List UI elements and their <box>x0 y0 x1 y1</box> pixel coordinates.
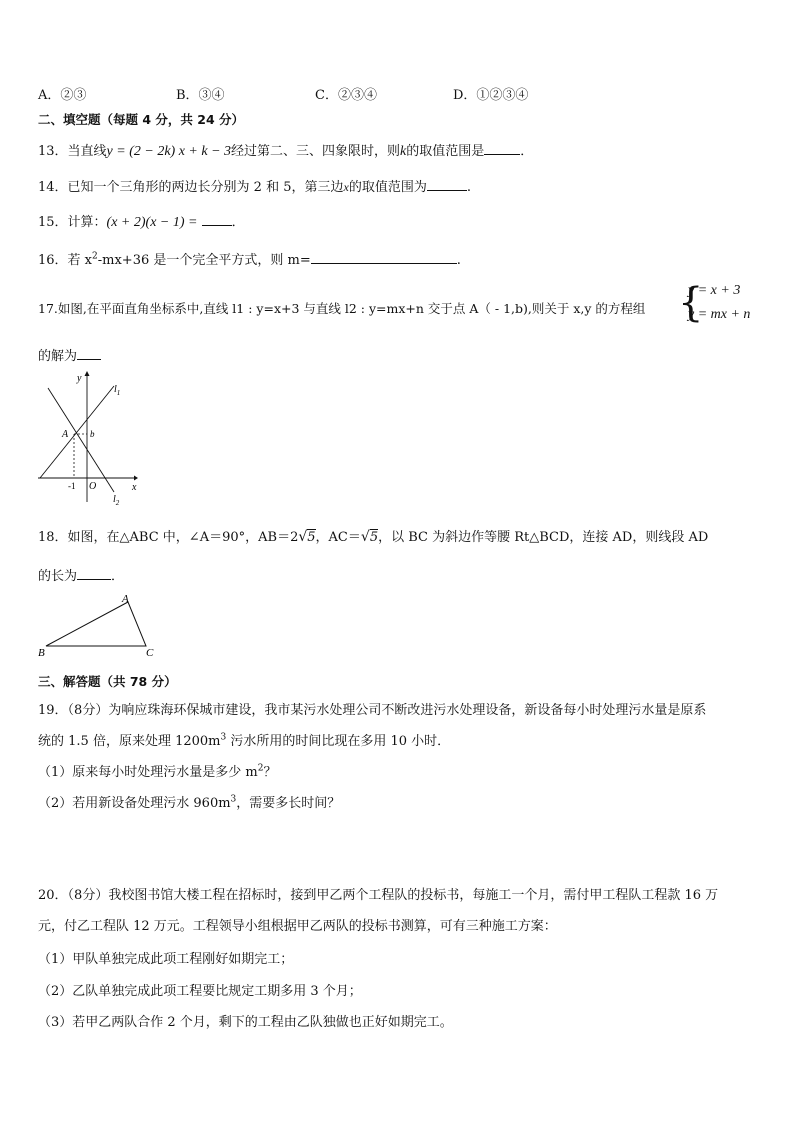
q13-equation: y = (2 − 2k) x + k − 3 <box>106 144 232 159</box>
q15-equation: (x + 2)(x − 1) = <box>106 215 198 230</box>
label-vertex-c: C <box>146 647 154 658</box>
label-l2: $l_2$ <box>113 494 120 507</box>
y-axis-arrow <box>85 371 90 376</box>
question-19-part2: （2）若用新设备处理污水 $960m^3$，需要多长时间？ <box>38 794 341 811</box>
label-neg1: -1 <box>68 481 76 491</box>
question-20-line2: 元，付乙工程队 12 万元。工程领导小组根据甲乙两队的投标书测算，可有三种施工方案： <box>38 919 557 934</box>
section-2-title: 二、填空题（每题 4 分，共 24 分） <box>38 112 245 127</box>
question-19-line2: 统的 1.5 倍，原来处理 $1200m^3$ 污水所用的时间比现在多用 10 小时． <box>38 732 451 749</box>
label-b: b <box>90 429 95 439</box>
triangle-abc <box>46 602 146 646</box>
option-c: C．②③④ <box>315 88 377 103</box>
line-l2 <box>48 388 114 492</box>
section-3-title: 三、解答题（共 78 分） <box>38 674 177 689</box>
q16-exponent: 2 <box>92 251 98 262</box>
question-18-line2: 的长为 ． <box>38 565 124 584</box>
q13-prefix: 13．当直线 <box>38 144 107 159</box>
label-vertex-b: B <box>38 647 45 658</box>
option-d: D．①②③④ <box>453 88 529 103</box>
label-vertex-a: A <box>122 593 129 605</box>
q16-suffix: -mx+36 是一个完全平方式，则 m= <box>97 253 311 268</box>
label-y: y <box>77 373 82 384</box>
question-16: 16．若 $x^2-mx+36$ 是一个完全平方式，则 m= . <box>38 249 461 268</box>
q18-suffix: ，以 BC 为斜边作等腰 Rt△BCD，连接 AD，则线段 AD <box>378 530 709 545</box>
q17-equation-system <box>678 280 778 327</box>
label-point-a: A <box>62 429 69 440</box>
q18-sqrt-2: √5 <box>360 529 379 545</box>
q17-line2-text: 的解为 <box>38 349 78 364</box>
question-15: 15．计算：(x + 2)(x − 1) = ． <box>38 211 245 231</box>
q18-line2-text: 的长为 <box>38 569 78 584</box>
question-14: 14．已知一个三角形的两边长分别为 2 和 5，第三边x的取值范围为 . <box>38 176 471 195</box>
question-20-part3: （3）若甲乙两队合作 2 个月，剩下的工程由乙队独做也正好如期完工。 <box>38 1015 453 1030</box>
q13-suffix: 的取值范围是 <box>406 144 485 159</box>
question-19-part1: （1）原来每小时处理污水量是多少 $m^2$？ <box>38 763 277 780</box>
q13-answer-blank[interactable] <box>484 140 520 155</box>
question-17-line2 <box>38 345 101 364</box>
question-17: 17.如图,在平面直角坐标系中,直线 l1 : y=x+3 与直线 l2 : y=mx+n 交于点 A（ - 1,b),则关于 x,y 的方程组 <box>38 301 646 316</box>
x-axis-arrow <box>134 476 138 481</box>
question-13: 13．当直线y = (2 − 2k) x + k − 3经过第二、三、四象限时，则k的取值范围是 ． <box>38 140 533 160</box>
q18-sqrt-1: √5 <box>298 529 316 545</box>
q15-prefix: 15．计算： <box>38 215 107 230</box>
q17-brace: { <box>678 280 704 326</box>
line-l1 <box>40 386 114 478</box>
q14-var: x <box>343 180 349 194</box>
question-19-line1: 19．（8分）为响应珠海环保城市建设，我市某污水处理公司不断改进污水处理设备，新设备每小时处理污水量是原系 <box>38 703 707 718</box>
option-a: A．②③ <box>38 88 87 103</box>
q16-prefix: 16．若 x <box>38 253 93 268</box>
label-origin: O <box>89 481 97 492</box>
label-x: x <box>132 482 137 493</box>
question-20-line1: 20．（8分）我校图书馆大楼工程在招标时，接到甲乙两个工程队的投标书，每施工一个月，需付甲工程队工程款 16 万 <box>38 888 719 903</box>
q15-answer-blank[interactable] <box>202 211 232 226</box>
figure-18-triangle <box>36 590 166 658</box>
question-20-part1: （1）甲队单独完成此项工程刚好如期完工； <box>38 952 294 967</box>
label-l1: $l_1$ <box>114 384 121 397</box>
option-b: B．③④ <box>176 88 225 103</box>
q14-prefix: 14．已知一个三角形的两边长分别为 2 和 5，第三边 <box>38 180 344 195</box>
figure-17-graph <box>36 368 146 508</box>
q12-options <box>38 84 638 102</box>
q13-middle: 经过第二、三、四象限时，则 <box>231 144 401 159</box>
question-20-part2: （2）乙队单独完成此项工程要比规定工期多用 3 个月； <box>38 984 362 999</box>
q17-eq2: y = mx + n <box>688 307 751 322</box>
q18-prefix: 18．如图，在△ABC 中，∠A＝90°，AB＝2 <box>38 530 299 545</box>
question-18 <box>38 526 708 545</box>
q13-var: k <box>400 144 407 159</box>
q17-answer-blank[interactable] <box>77 345 101 360</box>
q16-answer-blank[interactable] <box>311 249 457 264</box>
q18-middle: ，AC＝ <box>315 530 361 545</box>
q17-eq1: y = x + 3 <box>688 283 741 298</box>
q18-answer-blank[interactable] <box>77 565 111 580</box>
q14-suffix: 的取值范围为 <box>348 180 427 195</box>
q14-answer-blank[interactable] <box>427 176 467 191</box>
